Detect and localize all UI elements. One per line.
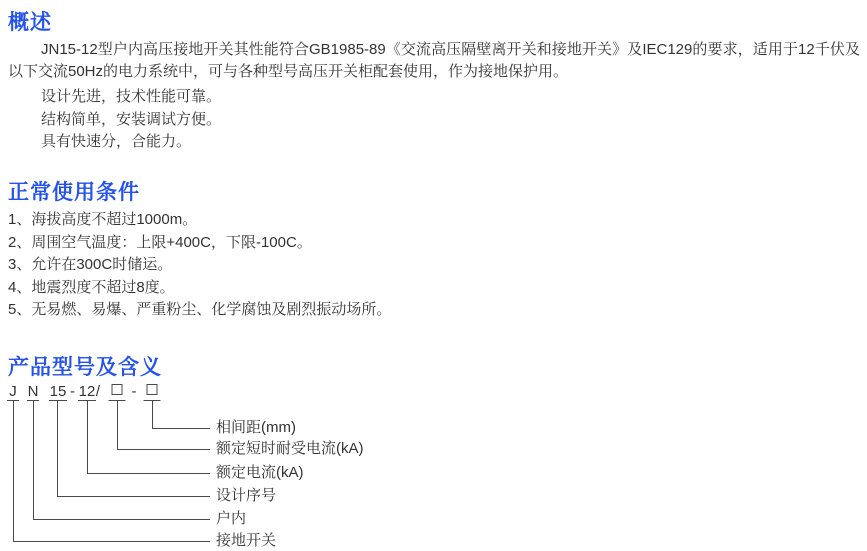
leader-line: [152, 401, 153, 428]
leader-line: [57, 496, 210, 497]
code-slash: /: [95, 383, 101, 400]
leader-line: [33, 401, 34, 519]
diagram-label: 额定短时耐受电流(kA): [216, 440, 364, 457]
overview-point: 结构简单，安装调试方便。: [41, 110, 222, 128]
leader-line: [13, 541, 210, 542]
code-dash: -: [70, 383, 75, 400]
overview-heading: 概述: [8, 11, 52, 34]
placeholder-box-icon: [112, 384, 123, 395]
overview-paragraph: JN15-12型户内高压接地开关其性能符合GB1985-89《交流高压隔壁离开关和接地开关》及IEC129的要求，适用于12千伏及以下交流50Hz的电力系统中，可与各种型号高压开关柜配套使用，作为接地保护用。: [8, 41, 860, 80]
conditions-heading: 正常使用条件: [8, 181, 140, 204]
leader-line: [57, 401, 58, 496]
code-placeholder-box: [144, 384, 161, 401]
leader-line: [87, 473, 210, 474]
code-dash: -: [131, 383, 137, 400]
condition-item: 5、无易燃、易爆、严重粉尘、化学腐蚀及剧烈振动场所。: [8, 301, 392, 319]
conditions-list: [8, 209, 391, 322]
code-voltage: 12: [78, 383, 96, 400]
leader-line: [33, 519, 210, 520]
leader-line: [117, 401, 118, 449]
code-series: 15: [49, 383, 67, 400]
leader-line: [13, 401, 14, 541]
overview-point: 具有快速分，合能力。: [41, 133, 192, 150]
condition-item: 1、海拔高度不超过1000m。: [8, 211, 198, 228]
model-heading: 产品型号及含义: [8, 356, 162, 379]
diagram-label: 接地开关: [216, 532, 277, 549]
overview-point: 设计先进，技术性能可靠。: [41, 88, 222, 105]
leader-line: [87, 401, 88, 473]
condition-item: 4、地震烈度不超过8度。: [8, 278, 175, 296]
leader-line: [152, 428, 210, 429]
diagram-label: 设计序号: [216, 487, 277, 504]
diagram-label: 额定电流(kA): [216, 464, 304, 481]
diagram-label: 户内: [216, 510, 247, 527]
code-letter-j: J: [7, 384, 19, 401]
placeholder-box-icon: [147, 384, 158, 395]
leader-line: [117, 449, 210, 450]
condition-item: 3、允许在300C时储运。: [8, 256, 173, 274]
model-designation-diagram: [0, 383, 867, 551]
condition-item: 2、周围空气温度：上限+400C，下限-100C。: [8, 233, 312, 251]
code-letter-n: N: [27, 383, 39, 400]
diagram-label: 相间距(mm): [216, 419, 296, 436]
code-placeholder-box: [109, 384, 126, 401]
overview-points: [41, 86, 221, 154]
